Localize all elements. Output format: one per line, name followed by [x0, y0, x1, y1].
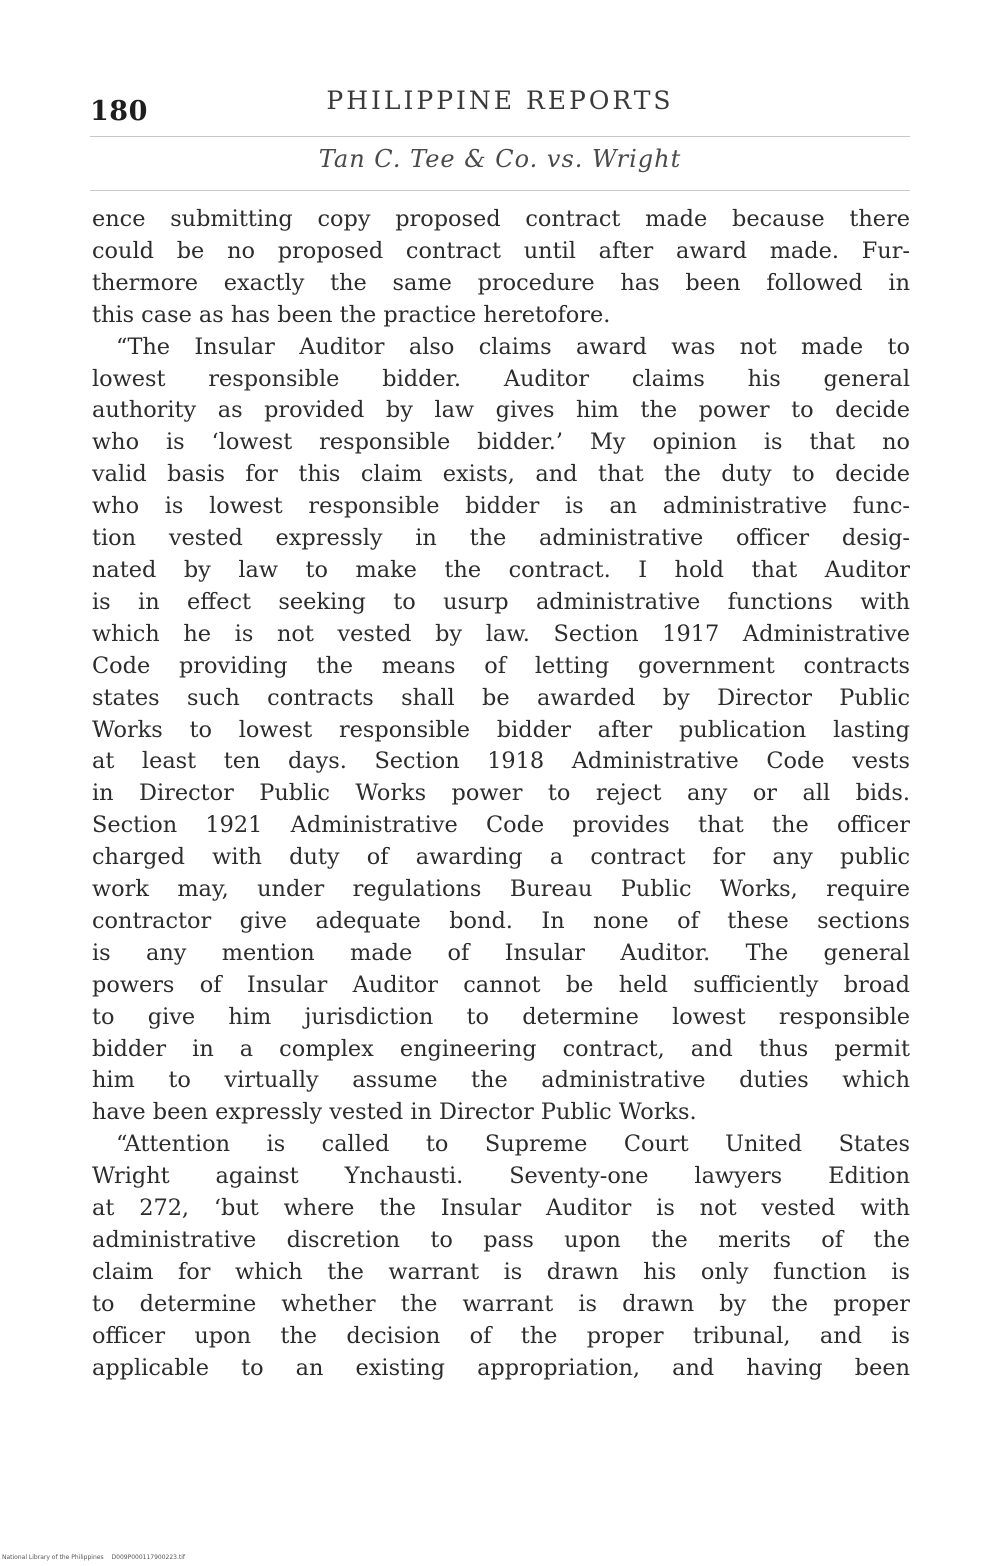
text-line: work may, under regulations Bureau Public Works, require — [92, 876, 910, 903]
text-line: at 272, ‘but where the Insular Auditor is not vested with — [92, 1195, 910, 1222]
body-text — [92, 204, 910, 1385]
text-line: “The Insular Auditor also claims award was not made to — [116, 333, 910, 360]
footer-image-code: D009P000117900223.tif — [111, 1554, 186, 1561]
text-line: to determine whether the warrant is drawn by the proper — [92, 1290, 910, 1317]
text-line: nated by law to make the contract. I hold that Auditor — [92, 556, 910, 583]
text-line: states such contracts shall be awarded by Director Public — [92, 684, 910, 711]
text-line: applicable to an existing appropriation, and having been — [92, 1354, 910, 1381]
text-line: thermore exactly the same procedure has been followed in — [92, 269, 910, 296]
text-line: is any mention made of Insular Auditor. The general — [92, 939, 910, 966]
header-rule-top — [90, 136, 910, 137]
text-line: “Attention is called to Supreme Court United States — [116, 1131, 910, 1158]
text-line: this case as has been the practice heretofore. — [92, 301, 611, 328]
text-line: him to virtually assume the administrative duties which — [92, 1067, 910, 1094]
text-line: tion vested expressly in the administrative officer desig- — [92, 525, 910, 552]
text-line: Section 1921 Administrative Code provides that the officer — [92, 812, 910, 839]
text-line: charged with duty of awarding a contract for any public — [92, 844, 910, 871]
text-line: administrative discretion to pass upon the merits of the — [92, 1227, 910, 1253]
text-line: Works to lowest responsible bidder after publication lasting — [92, 716, 910, 743]
text-line: have been expressly vested in Director Public Works. — [92, 1099, 697, 1126]
text-line: bidder in a complex engineering contract, and thus permit — [92, 1035, 910, 1062]
header-rule-bottom — [90, 190, 910, 191]
text-line: which he is not vested by law. Section 1917 Administrative — [92, 620, 910, 647]
running-head: PHILIPPINE REPORTS — [326, 86, 674, 115]
text-line: to give him jurisdiction to determine lowest responsible — [92, 1003, 910, 1030]
text-line: authority as provided by law gives him the power to decide — [92, 397, 910, 424]
page-number: 180 — [90, 96, 148, 127]
text-line: valid basis for this claim exists, and that the duty to decide — [92, 461, 910, 488]
text-line: contractor give adequate bond. In none of these sections — [92, 907, 910, 934]
text-line: ence submitting copy proposed contract made because there — [92, 206, 910, 232]
text-line: officer upon the decision of the proper tribunal, and is — [92, 1322, 910, 1349]
text-line: who is ‘lowest responsible bidder.’ My opinion is that no — [92, 429, 910, 456]
case-title: Tan C. Tee & Co. vs. Wright — [318, 145, 682, 173]
text-line: claim for which the warrant is drawn his only function is — [92, 1258, 910, 1285]
text-line: powers of Insular Auditor cannot be held sufficiently broad — [92, 971, 910, 998]
text-line: who is lowest responsible bidder is an administrative func- — [92, 493, 910, 520]
text-line: Code providing the means of letting government contracts — [92, 652, 910, 679]
text-line: Wright against Ynchausti. Seventy-one lawyers Edition — [92, 1163, 910, 1190]
text-line: could be no proposed contract until after award made. Fur- — [92, 237, 910, 264]
footer-library: National Library of the Philippines — [2, 1554, 104, 1561]
text-line: at least ten days. Section 1918 Administrative Code vests — [92, 748, 910, 775]
text-line: in Director Public Works power to reject any or all bids. — [92, 780, 910, 807]
text-line: lowest responsible bidder. Auditor claims his general — [92, 365, 910, 392]
text-line: is in effect seeking to usurp administrative functions with — [92, 588, 910, 615]
scan-footer — [2, 1554, 185, 1561]
